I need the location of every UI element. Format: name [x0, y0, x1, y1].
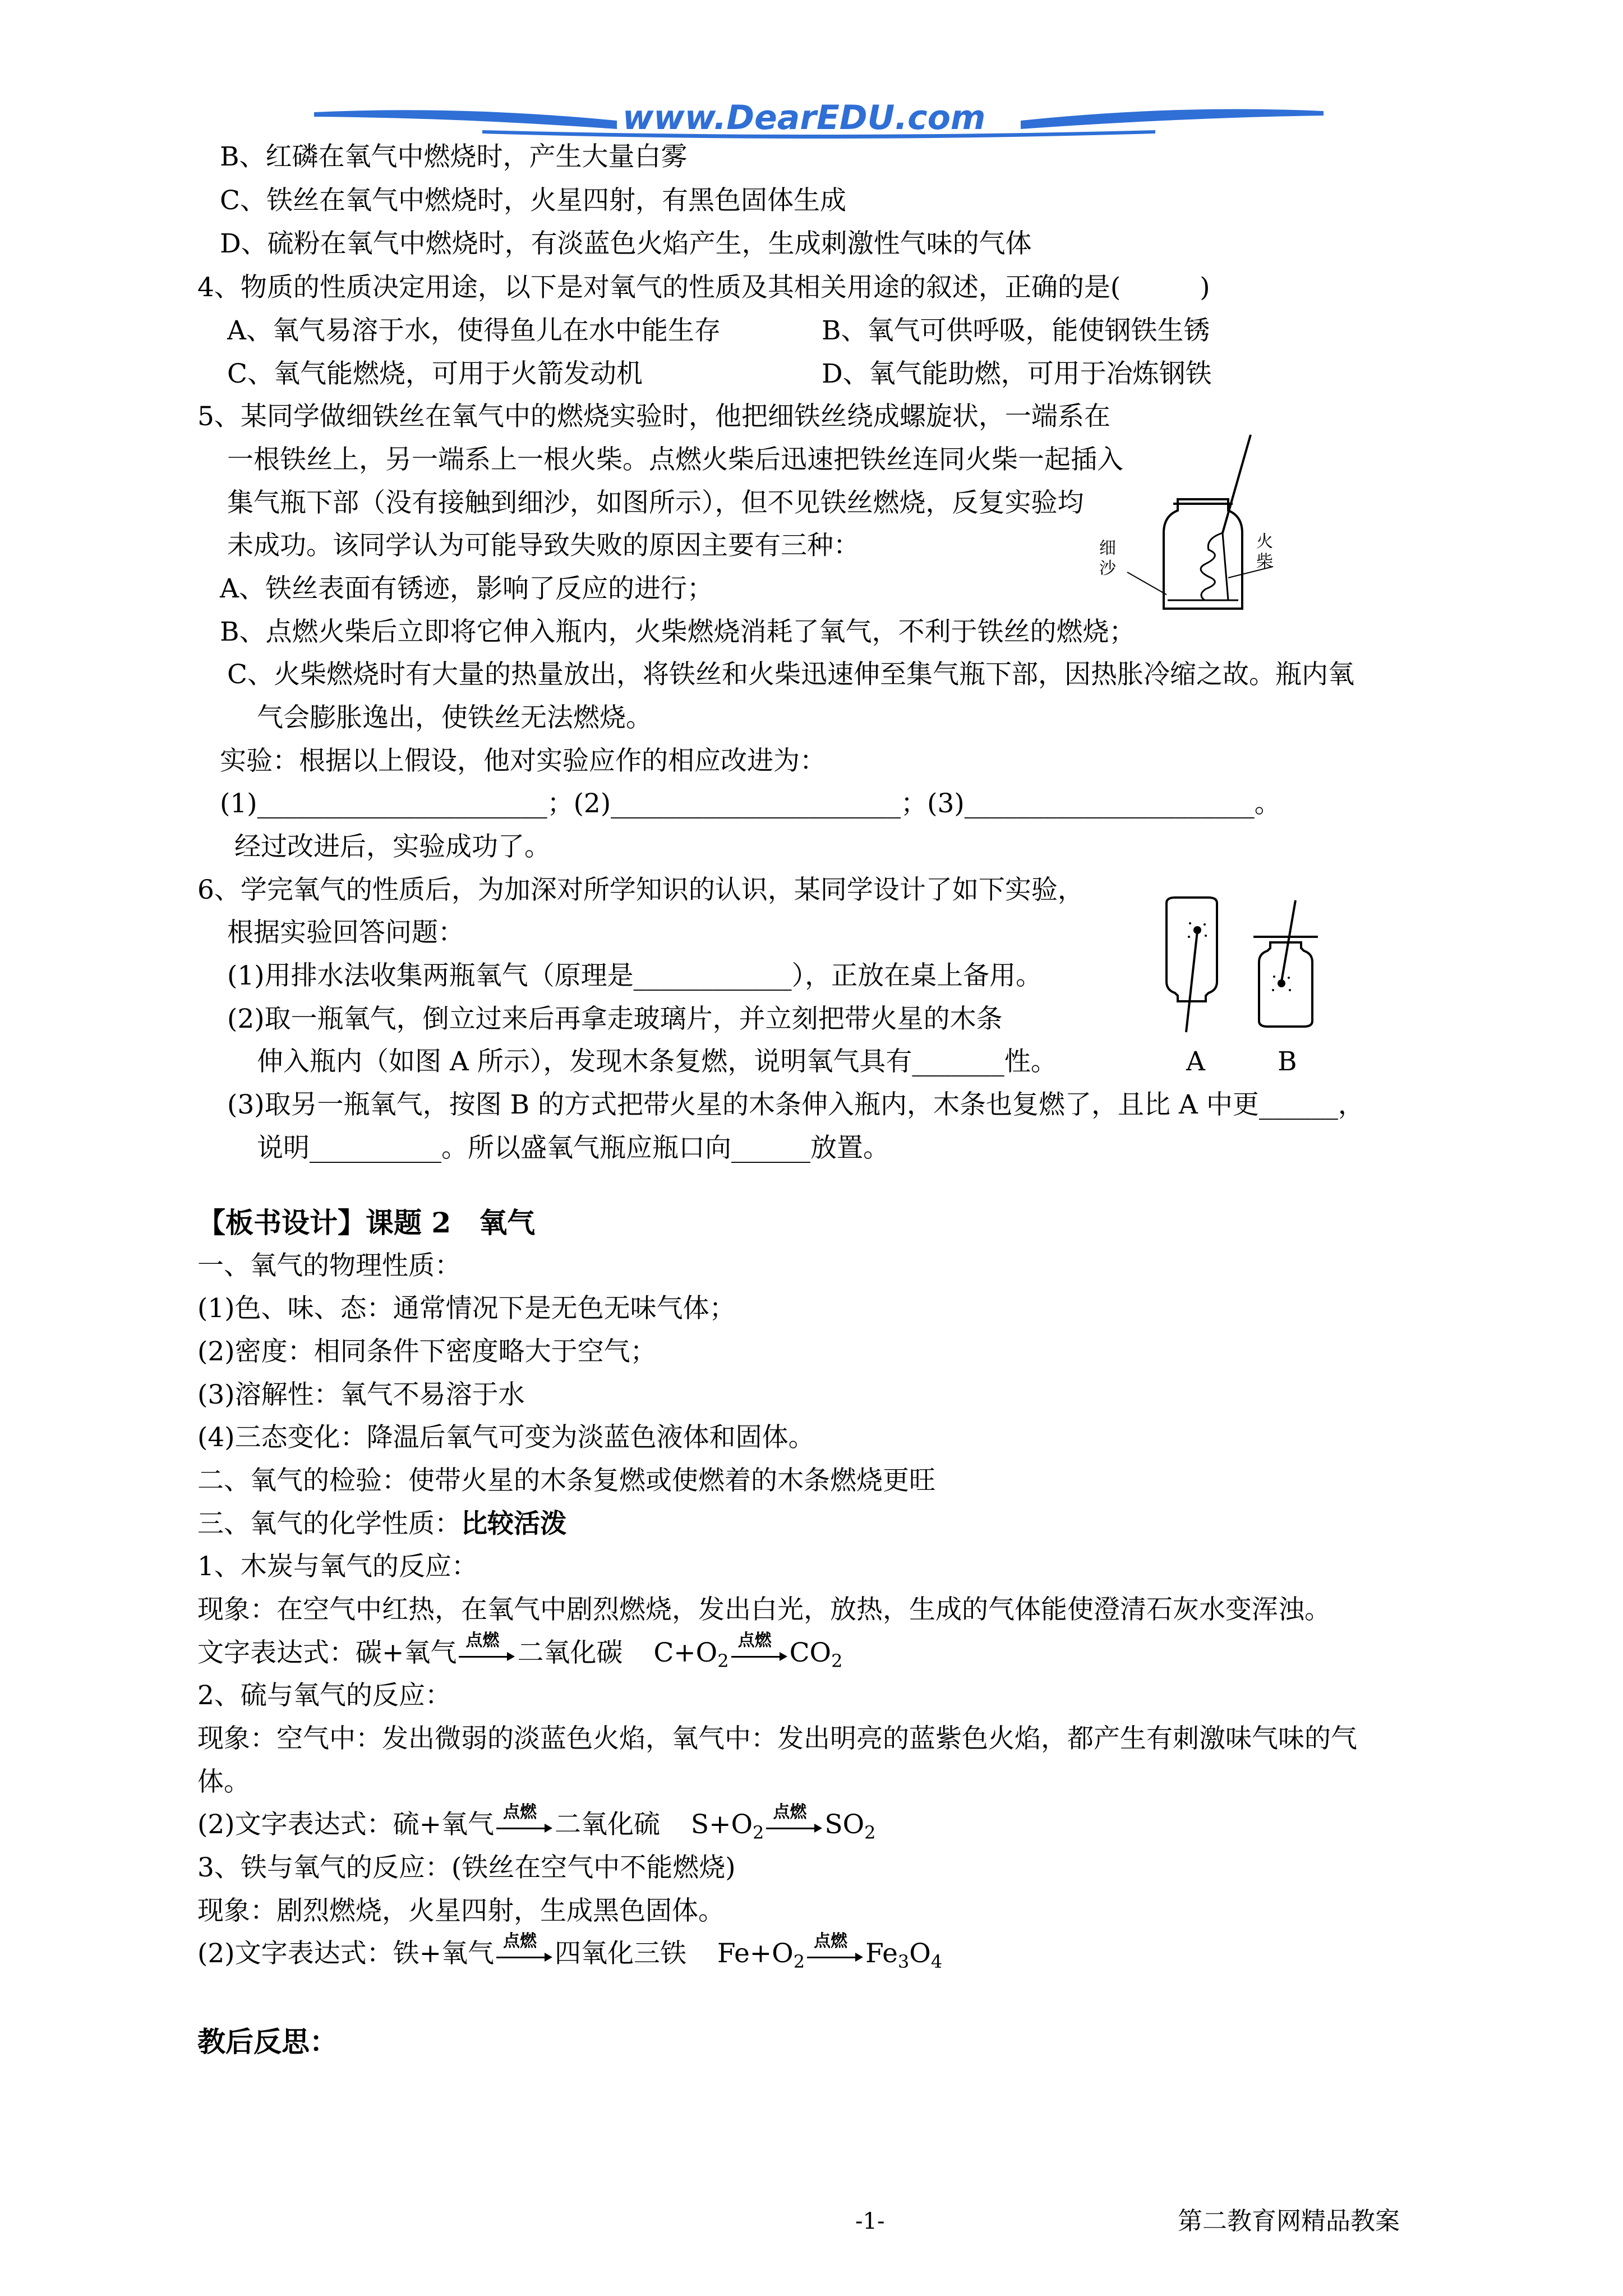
ignite-arrow-icon: 点燃 — [807, 1939, 863, 1964]
q5-conclusion: 经过改进后，实验成功了。 — [234, 831, 551, 862]
board-heading: 【板书设计】课题 2 氧气 — [197, 1206, 536, 1239]
board-section-2: 二、氧气的检验：使带火星的木条复燃或使燃着的木条燃烧更旺 — [197, 1465, 935, 1496]
reaction-1-equation — [197, 1631, 843, 1678]
board-prop-2: (2)密度：相同条件下密度略大于空气； — [197, 1336, 657, 1367]
reaction-2-title: 2、硫与氧气的反应： — [197, 1680, 451, 1711]
q6-stem-line1: 6、学完氧气的性质后，为加深对所学知识的认识，某同学设计了如下实验， — [197, 875, 1084, 905]
bottle-figure-a — [1161, 898, 1239, 1038]
eq2-lhs: S+O — [690, 1809, 753, 1840]
q6-part3-line2: 说明__________。所以盛氧气瓶应瓶口向______放置。 — [257, 1133, 889, 1163]
q5-hypothesis-b: B、点燃火柴后立即将它伸入瓶内，火柴燃烧消耗了氧气，不利于铁丝的燃烧； — [220, 616, 1136, 647]
eq3-rhs-fe: Fe — [865, 1938, 898, 1969]
eq2-product: 二氧化硫 — [554, 1809, 660, 1840]
iron-wire-jar-figure — [1138, 432, 1284, 617]
ignite-arrow-icon: 点燃 — [496, 1939, 552, 1964]
q5-experiment-prompt: 实验：根据以上假设，他对实验应作的相应改进为： — [220, 746, 826, 776]
q3-option-b: B、红磷在氧气中燃烧时，产生大量白雾 — [220, 141, 688, 172]
q4-stem: 4、物质的性质决定用途，以下是对氧气的性质及其相关用途的叙述，正确的是( ) — [197, 272, 1210, 303]
reaction-2-phenomenon-line1: 现象：空气中：发出微弱的淡蓝色火焰，氧气中：发出明亮的蓝紫色火焰，都产生有刺激味气味的气 — [197, 1723, 1357, 1754]
q4-option-b: B、氧气可供呼吸，能使钢铁生锈 — [822, 315, 1210, 346]
eq3-lhs: Fe+O — [717, 1938, 794, 1969]
board-prop-1: (1)色、味、态：通常情况下是无色无味气体； — [197, 1293, 736, 1324]
q5-hypothesis-a: A、铁丝表面有锈迹，影响了反应的进行； — [220, 573, 713, 604]
reaction-3-phenomenon: 现象：剧烈燃烧，火星四射，生成黑色固体。 — [197, 1895, 725, 1926]
q5-answer-blanks: (1)______________________；(2)______________________；(3)______________________。 — [220, 788, 1281, 819]
ignite-arrow-icon: 点燃 — [496, 1810, 552, 1835]
board-section-3-prefix: 三、氧气的化学性质： — [197, 1508, 461, 1539]
q4-option-a: A、氧气易溶于水，使得鱼儿在水中能生存 — [227, 315, 721, 346]
eq3-rhs-o: O — [909, 1938, 931, 1969]
eq2-lhs-sub: 2 — [753, 1822, 764, 1843]
q6-part2-line2: 伸入瓶内（如图 A 所示），发现木条复燃，说明氧气具有_______性。 — [257, 1046, 1057, 1077]
eq1-lhs: C+O — [653, 1637, 718, 1668]
q5-stem-line2: 一根铁丝上，另一端系上一根火柴。点燃火柴后迅速把铁丝连同火柴一起插入 — [227, 444, 1123, 475]
q6-part3-line1: (3)取另一瓶氧气，按图 B 的方式把带火星的木条伸入瓶内，木条也复燃了，且比 A 中更______， — [227, 1089, 1364, 1120]
q6-stem-line2: 根据实验回答问题： — [227, 917, 464, 948]
board-section-3 — [197, 1507, 566, 1541]
figure-label-sand: 细沙 — [1099, 539, 1116, 578]
reaction-3-title: 3、铁与氧气的反应：(铁丝在空气中不能燃烧) — [197, 1852, 736, 1883]
q3-option-d: D、硫粉在氧气中燃烧时，有淡蓝色火焰产生，生成刺激性气味的气体 — [220, 228, 1032, 259]
eq1-rhs-sub: 2 — [831, 1650, 843, 1672]
reaction-2-phenomenon-line2: 体。 — [197, 1766, 250, 1797]
eq1-prefix: 文字表达式：碳+氧气 — [197, 1637, 457, 1668]
q4-option-c: C、氧气能燃烧，可用于火箭发动机 — [227, 358, 643, 389]
reaction-1-phenomenon: 现象：在空气中红热，在氧气中剧烈燃烧，发出白光，放热，生成的气体能使澄清石灰水变浑浊。 — [197, 1594, 1331, 1625]
eq3-product: 四氧化三铁 — [554, 1938, 686, 1969]
eq3-lhs-sub: 2 — [793, 1951, 805, 1972]
q5-stem-line1: 5、某同学做细铁丝在氧气中的燃烧实验时，他把细铁丝绕成螺旋状，一端系在 — [197, 401, 1110, 432]
reaction-1-title: 1、木炭与氧气的反应： — [197, 1551, 478, 1582]
footer-page-number: -1- — [855, 2208, 885, 2234]
board-section-3-emphasis: 比较活泼 — [461, 1508, 566, 1539]
eq1-rhs: CO — [789, 1637, 832, 1668]
footer-source: 第二教育网精品教案 — [1178, 2207, 1400, 2235]
board-prop-4: (4)三态变化：降温后氧气可变为淡蓝色液体和固体。 — [197, 1422, 815, 1453]
eq2-prefix: (2)文字表达式：硫+氧气 — [197, 1809, 494, 1840]
eq2-rhs: SO — [824, 1809, 865, 1840]
q3-option-c: C、铁丝在氧气中燃烧时，火星四射，有黑色固体生成 — [220, 185, 846, 216]
board-section-1: 一、氧气的物理性质： — [197, 1250, 461, 1281]
ignite-arrow-icon: 点燃 — [459, 1638, 515, 1664]
q5-hypothesis-c-line1: C、火柴燃烧时有大量的热量放出，将铁丝和火柴迅速伸至集气瓶下部，因热胀冷缩之故。瓶内氧 — [227, 659, 1354, 690]
teaching-reflection: 教后反思： — [197, 2025, 338, 2058]
eq2-rhs-sub: 2 — [864, 1822, 876, 1843]
q5-stem-line4: 未成功。该同学认为可能导致失败的原因主要有三种： — [227, 530, 860, 561]
q6-part2-line1: (2)取一瓶氧气，倒立过来后再拿走玻璃片，并立刻把带火星的木条 — [227, 1004, 1003, 1034]
eq3-rhs-sub2: 4 — [930, 1951, 943, 1972]
board-prop-3: (3)溶解性：氧气不易溶于水 — [197, 1379, 525, 1410]
ignite-arrow-icon: 点燃 — [766, 1810, 822, 1835]
bottle-label-a: A — [1186, 1046, 1205, 1077]
header-site-logo: www.DearEDU.com — [623, 98, 986, 137]
q6-part1: (1)用排水法收集两瓶氧气（原理是____________），正放在桌上备用。 — [227, 960, 1043, 991]
reaction-2-equation — [197, 1802, 876, 1849]
ignite-arrow-icon: 点燃 — [731, 1638, 787, 1664]
q5-stem-line3: 集气瓶下部（没有接触到细沙，如图所示），但不见铁丝燃烧，反复实验均 — [227, 487, 1084, 518]
figure-label-match: 火柴 — [1256, 532, 1273, 572]
eq3-prefix: (2)文字表达式：铁+氧气 — [197, 1938, 494, 1969]
q4-option-d: D、氧气能助燃，可用于冶炼钢铁 — [822, 358, 1212, 389]
eq1-product: 二氧化碳 — [517, 1637, 623, 1668]
eq1-lhs-sub: 2 — [717, 1650, 729, 1672]
q5-hypothesis-c-line2: 气会膨胀逸出，使铁丝无法燃烧。 — [257, 702, 652, 733]
bottle-figure-b — [1251, 900, 1329, 1029]
reaction-3-equation — [197, 1931, 943, 1978]
eq3-rhs-sub1: 3 — [897, 1951, 910, 1972]
bottle-label-b: B — [1278, 1046, 1297, 1077]
